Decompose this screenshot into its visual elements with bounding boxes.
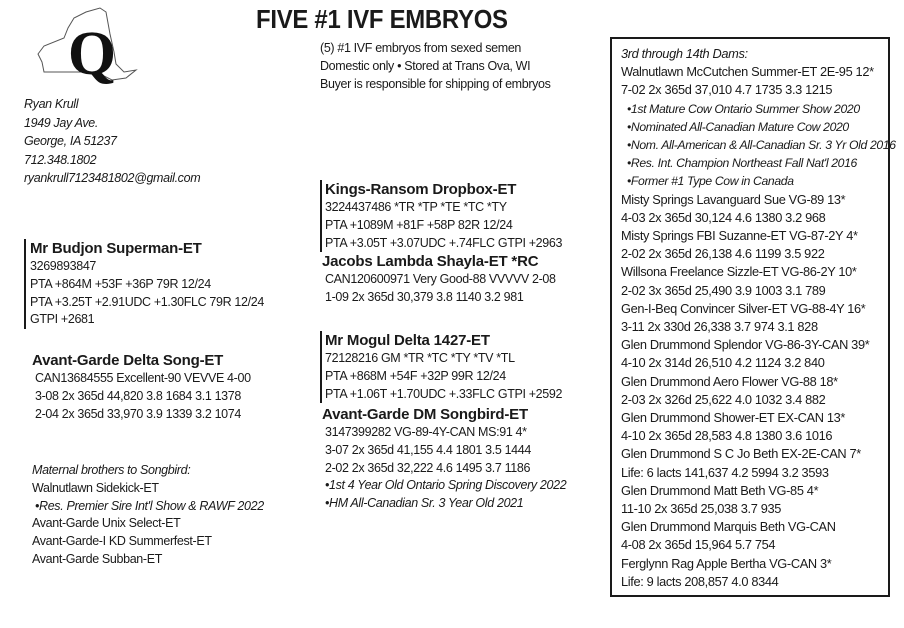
dropbox-name: Kings-Ransom Dropbox-ET <box>325 181 517 198</box>
dam-line: Life: 9 lacts 208,857 4.0 8344 <box>621 573 779 589</box>
dam-line: 2-02 2x 365d 26,138 4.6 1199 3.5 922 <box>621 246 825 262</box>
intro-line: (5) #1 IVF embryos from sexed semen <box>320 41 522 55</box>
intro-line: Domestic only • Stored at Trans Ova, WI <box>320 58 531 73</box>
dam-line: Glen Drummond S C Jo Beth EX-2E-CAN 7* <box>621 446 861 462</box>
state-map-icon <box>34 6 140 90</box>
dam-note: •Former #1 Type Cow in Canada <box>627 174 794 189</box>
maternal-item: Avant-Garde-I KD Summerfest-ET <box>32 534 212 549</box>
dam-line: 7-02 2x 365d 37,010 4.7 1735 3.3 1215 <box>621 82 833 98</box>
dam-note: •Res. Int. Champion Northeast Fall Nat'l 2016 <box>627 156 857 171</box>
dropbox-line: 3224437486 *TR *TP *TE *TC *TY <box>325 200 507 214</box>
maternal-item: Avant-Garde Unix Select-ET <box>32 516 181 531</box>
dams-heading: 3rd through 14th Dams: <box>621 46 748 61</box>
dam-line: Misty Springs FBI Suzanne-ET VG-87-2Y 4* <box>621 228 858 244</box>
mogul-line: PTA +1.06T +1.70UDC +.33FLC GTPI +2592 <box>325 386 563 401</box>
sire-block <box>24 239 264 329</box>
mogul-name: Mr Mogul Delta 1427-ET <box>325 332 490 349</box>
sire-line: PTA +864M +53F +36P 79R 12/24 <box>30 276 211 291</box>
dam-line: Glen Drummond Splendor VG-86-3Y-CAN 39* <box>621 337 870 353</box>
songbird-note: •HM All-Canadian Sr. 3 Year Old 2021 <box>325 496 524 511</box>
sire-line: 3269893847 <box>30 259 97 273</box>
maternal-brothers-block <box>32 462 264 569</box>
maternal-item: Walnutlawn Sidekick-ET <box>32 480 159 495</box>
songbird-note: •1st 4 Year Old Ontario Spring Discovery 2022 <box>325 478 567 493</box>
dam-line: 3-11 2x 330d 26,338 3.7 974 3.1 828 <box>621 319 818 335</box>
songbird-block <box>322 405 566 513</box>
dam-line: Glen Drummond Aero Flower VG-88 18* <box>621 373 838 389</box>
maternal-note: •Res. Premier Sire Int'l Show & RAWF 2022 <box>35 498 264 513</box>
songbird-line: 2-02 2x 365d 32,222 4.6 1495 3.7 1186 <box>325 460 531 475</box>
shayla-name: Jacobs Lambda Shayla-ET *RC <box>322 253 539 270</box>
delta-song-line: 2-04 2x 365d 33,970 3.9 1339 3.2 1074 <box>35 406 241 421</box>
delta-song-block <box>32 351 251 423</box>
dam-line: Misty Springs Lavanguard Sue VG-89 13* <box>621 191 846 207</box>
shayla-line: CAN120600971 Very Good-88 VVVVV 2-08 <box>325 272 556 286</box>
dam-line: 2-03 2x 326d 25,622 4.0 1032 3.4 882 <box>621 391 826 407</box>
delta-song-name: Avant-Garde Delta Song-ET <box>32 352 224 369</box>
dam-line: Ferglynn Rag Apple Bertha VG-CAN 3* <box>621 555 832 571</box>
sire-name: Mr Budjon Superman-ET <box>30 240 202 257</box>
sire-line: PTA +3.25T +2.91UDC +1.30FLC 79R 12/24 <box>30 294 264 309</box>
contact-phone: 712.348.1802 <box>24 152 97 167</box>
maternal-heading: Maternal brothers to Songbird: <box>32 463 191 477</box>
dam-line: Glen Drummond Shower-ET EX-CAN 13* <box>621 410 845 426</box>
dropbox-line: PTA +1089M +81F +58P 82R 12/24 <box>325 217 513 232</box>
dam-line: Glen Drummond Marquis Beth VG-CAN <box>621 519 836 535</box>
dam-line: Life: 6 lacts 141,637 4.2 5994 3.2 3593 <box>621 464 829 480</box>
dams-box <box>610 37 896 597</box>
contact-name: Ryan Krull <box>24 97 79 111</box>
songbird-line: 3-07 2x 365d 41,155 4.4 1801 3.5 1444 <box>325 442 531 457</box>
logo-letter: Q <box>67 20 117 88</box>
dam-line: 11-10 2x 365d 25,038 3.7 935 <box>621 501 782 517</box>
songbird-name: Avant-Garde DM Songbird-ET <box>322 406 528 423</box>
dam-line: Willsona Freelance Sizzle-ET VG-86-2Y 10* <box>621 264 857 280</box>
dam-line: Glen Drummond Matt Beth VG-85 4* <box>621 482 819 498</box>
intro-block <box>320 40 551 93</box>
dam-line: 4-10 2x 365d 28,583 4.8 1380 3.6 1016 <box>621 428 833 444</box>
shayla-line: 1-09 2x 365d 30,379 3.8 1140 3.2 981 <box>325 289 524 304</box>
contact-address: 1949 Jay Ave. <box>24 115 98 130</box>
intro-line: Buyer is responsible for shipping of embryos <box>320 76 551 91</box>
mogul-line: PTA +868M +54F +32P 99R 12/24 <box>325 368 506 383</box>
logo <box>34 6 140 90</box>
dropbox-block <box>320 180 562 252</box>
dam-line: 2-02 3x 365d 25,490 3.9 1003 3.1 789 <box>621 282 826 298</box>
maternal-item: Avant-Garde Subban-ET <box>32 551 162 566</box>
mogul-line: 72128216 GM *TR *TC *TY *TV *TL <box>325 351 515 365</box>
dam-line: Walnutlawn McCutchen Summer-ET 2E-95 12* <box>621 64 874 80</box>
delta-song-line: 3-08 2x 365d 44,820 3.8 1684 3.1 1378 <box>35 388 241 403</box>
mogul-block <box>320 331 562 403</box>
dam-line: 4-10 2x 314d 26,510 4.2 1124 3.2 840 <box>621 355 825 371</box>
shayla-block <box>322 252 556 307</box>
dam-line: 4-08 2x 365d 15,964 5.7 754 <box>621 537 776 553</box>
dam-note: •Nom. All-American & All-Canadian Sr. 3 Yr Old 2016 <box>627 138 896 153</box>
sire-line: GTPI +2681 <box>30 312 95 327</box>
page-title: FIVE #1 IVF EMBRYOS <box>256 4 508 34</box>
contact-block <box>24 95 200 188</box>
delta-song-line: CAN13684555 Excellent-90 VEVVE 4-00 <box>35 371 251 385</box>
dam-note: •Nominated All-Canadian Mature Cow 2020 <box>627 119 849 134</box>
songbird-line: 3147399282 VG-89-4Y-CAN MS:91 4* <box>325 425 527 439</box>
dam-line: Gen-I-Beq Convincer Silver-ET VG-88-4Y 16* <box>621 300 866 316</box>
dropbox-line: PTA +3.05T +3.07UDC +.74FLC GTPI +2963 <box>325 235 563 250</box>
dam-line: 4-03 2x 365d 30,124 4.6 1380 3.2 968 <box>621 209 826 225</box>
dams-list <box>621 63 896 591</box>
dam-note: •1st Mature Cow Ontario Summer Show 2020 <box>627 101 860 116</box>
contact-city: George, IA 51237 <box>24 134 117 149</box>
contact-email: ryankrull7123481802@gmail.com <box>24 171 201 186</box>
